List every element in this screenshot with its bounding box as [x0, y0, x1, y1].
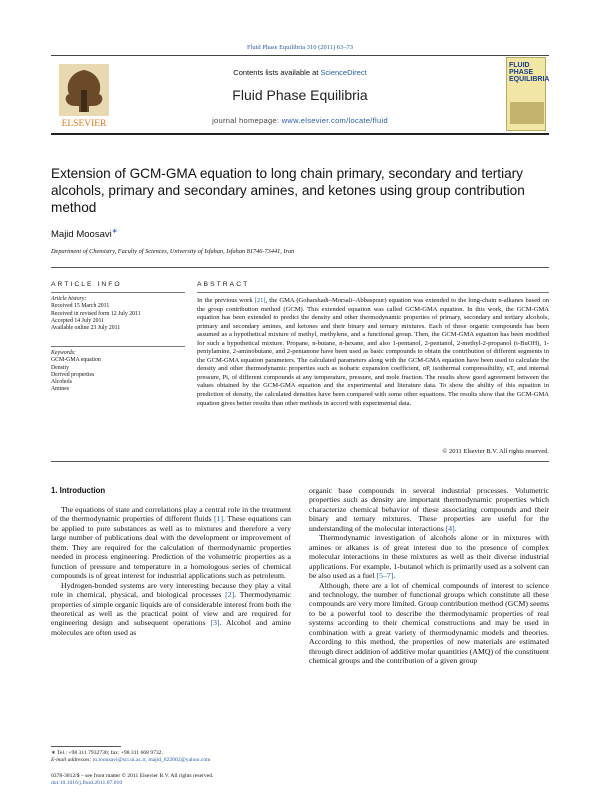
- journal-header: [51, 55, 549, 135]
- copyright-notice: © 2011 Elsevier B.V. All rights reserved.: [442, 448, 549, 455]
- paragraph-text: . These equations can be applied to pure substances as well as to mixtures and therefore a very large number of publications deal with the development or improvement of them. They are required for the calculation of thermodynamic properties needed in process engineering. Prediction of the volumetric properties as a function of pressure and temperature in a homologous series of chemical compounds is of great interest for industrial applications such as petroleum.: [51, 514, 292, 581]
- citation-link[interactable]: [4]: [445, 523, 455, 533]
- abstract-text: , the GMA (Goharshadi–Morsali–Abbaspour) equation was extended to the long-chain n-alkanes based on the group contribution method (GCM). This extended equation was called GCM-GMA equation. In this work, the GCM-GMA equation has been extended to predict the density and other thermodynamic properties of primary, secondary and tertiary alcohols, primary and secondary amines, and ketones and their binary and ternary mixtures. Each of these organic compounds has been assumed as a hypothetical mixture of methyl, methylene, and a functional group. Then, the GCM-GMA equation has been modified for such a hypothetical mixture. Propane, n-butane, n-hexane, and also 1-pentanol, 2-pentanol, 2-methyl-2-propanol (t-BuOH), 1-pentylamine, 2-aminobutane, and 2-pentanone have been used as basic compounds to obtain the contribution of different segments in the GCM-GMA equation parameters. The calculated parameters along with the GCM-GMA equation have been used to calculate the density and other thermodynamic properties such as isobaric expansion coefficient, αP, isothermal compressibility, κT, and internal pressure, Pi, of different compounds at any temperature, pressure, and mole fraction. The results show good agreement between the values obtained by the GCM-GMA equation and the experimental and literature data. To show the ability of this equation in prediction of density, the calculated densities have been compared with some other equations. The results show that the GCM-GMA equation gives better results than other methods in accord with experimental data.: [197, 297, 549, 407]
- paragraph-text: .: [454, 523, 457, 533]
- homepage-link[interactable]: www.elsevier.com/locate/fluid: [281, 116, 388, 125]
- header-top-rule: [51, 55, 549, 56]
- contents-text: Contents lists available at: [233, 68, 321, 77]
- journal-title: Fluid Phase Equilibria: [232, 87, 368, 103]
- keyword-item: Alcohols: [51, 379, 72, 386]
- paragraph-text: .: [393, 571, 396, 581]
- header-bottom-rule: [51, 133, 549, 135]
- paragraph-text: Hydrogen-bonded systems are very interesting because they play a vital role in chemical, physical, and biological processes: [51, 580, 291, 600]
- email-label: E-mail addresses:: [51, 757, 93, 763]
- article-info-rule: [51, 292, 185, 293]
- page-footer: [51, 773, 213, 787]
- history-revised: Received in revised form 12 July 2011: [51, 310, 141, 317]
- paragraph: [309, 533, 549, 580]
- footnote: [51, 750, 211, 764]
- sciencedirect-link[interactable]: ScienceDirect: [320, 68, 367, 77]
- history-rule: [51, 346, 185, 347]
- paragraph-text: . Alcohol and amine molecules are often used as: [51, 618, 291, 637]
- article-info-heading: ARTICLE INFO: [51, 281, 122, 288]
- affiliation: Department of Chemistry, Faculty of Sciences, University of Isfahan, Isfahan 81746-73441, Iran: [51, 248, 295, 255]
- abstract-body: [197, 297, 549, 408]
- cover-title: FLUID PHASE EQUILIBRIA: [509, 62, 550, 83]
- citation-link[interactable]: [1]: [214, 514, 224, 524]
- abstract-heading: ABSTRACT: [197, 281, 250, 288]
- footnote-email-line: [51, 757, 211, 764]
- contents-line: [51, 68, 549, 77]
- paragraph-text: Thermodynamic investigation of alcohols alone or in mixtures with amines or alkanes is of great interest due to the presence of complex molecular interactions in these mixtures as well as their diverse industrial applications. For example, 1-butanol which is primarily used as a solvent can be also used as a fuel: [309, 533, 549, 581]
- keyword-item: GCM-GMA equation: [51, 357, 101, 364]
- abstract-bottom-rule: [51, 461, 549, 462]
- citation-link[interactable]: [3]: [210, 618, 220, 628]
- keyword-item: Derived properties: [51, 371, 95, 378]
- section-heading: 1. Introduction: [51, 486, 106, 495]
- history-accepted: Accepted 14 July 2011: [51, 317, 105, 324]
- paper-title: Extension of GCM-GMA equation to long chain primary, secondary and tertiary alcohols, primary and secondary amines, and ketones using group contribution method: [51, 166, 525, 215]
- history-received: Received 15 March 2011: [51, 303, 110, 310]
- history-label: Article history:: [51, 296, 87, 302]
- journal-reference[interactable]: Fluid Phase Equilibria 310 (2011) 63–73: [246, 44, 354, 51]
- journal-cover-thumbnail: [506, 57, 550, 131]
- history-online: Available online 23 July 2011: [51, 325, 121, 332]
- footnote-contact: ∗ Tel.: +98 311 7932730; fax: +98 311 668 9732.: [51, 750, 163, 756]
- abstract-rule: [197, 292, 549, 293]
- body-column-left: [51, 505, 291, 637]
- affiliation-rule: [51, 267, 549, 268]
- front-matter-line: 0378-3812/$ – see front matter © 2011 Elsevier B.V. All rights reserved.: [51, 773, 214, 779]
- keyword-item: Amines: [51, 386, 70, 393]
- abstract-text: In the previous work: [197, 297, 255, 304]
- paragraph-text: organic base compounds in several industrial processes. Volumetric properties such as density are important thermodynamic properties which characterize chemical behavior of these associating compounds and their binary and ternary mixtures. These properties are useful for the understanding of the molecular interactions: [309, 486, 549, 533]
- corresponding-author-mark[interactable]: ∗: [111, 228, 118, 235]
- footnote-rule: [51, 746, 121, 747]
- elsevier-wordmark: ELSEVIER: [61, 119, 107, 129]
- journal-homepage: [51, 116, 549, 125]
- email-links[interactable]: m.mousavi@sci.ui.ac.ir, majid_822002@yahoo.com: [92, 757, 211, 763]
- keywords: [51, 350, 185, 394]
- homepage-label: journal homepage:: [212, 116, 282, 125]
- body-column-right: [309, 486, 549, 666]
- author-name: Majid Moosavi: [51, 229, 112, 241]
- paragraph: Although, there are a lot of chemical compounds of interest to science and technology, the number of functional groups which constitute all these compounds are very more limited. Group contribution method (GCM) seems to be a powerful tool to describe the thermodynamic properties of real systems according to their chemical constructions and may be used in combination with a great variety of thermodynamic models and theories. According to this method, the properties of new materials are estimated through direct addition of additive molar quantities (AMQ) of the constituent chemical groups and the contribution of a given group: [309, 580, 549, 666]
- doi-link[interactable]: doi:10.1016/j.fluid.2011.07.010: [51, 780, 123, 786]
- cover-band: [510, 102, 544, 124]
- paragraph-text: . Thermodynamic properties of simple organic liquids are of considerable interest from both the theoretical as well as the practical point of view and are required for engineering design and subsequent operations: [51, 590, 291, 628]
- article-history: [51, 296, 185, 332]
- author-line: [51, 227, 118, 240]
- paragraph: [51, 581, 291, 638]
- keywords-label: Keywords:: [51, 350, 76, 356]
- paragraph: [51, 505, 291, 581]
- citation-link[interactable]: [21]: [254, 297, 266, 304]
- paragraph: [309, 486, 549, 533]
- citation-link[interactable]: [2]: [225, 590, 235, 600]
- keyword-item: Density: [51, 364, 70, 371]
- paragraph-text: The equations of state and correlations play a central role in the treatment of the thermodynamic properties of different fluids: [51, 505, 291, 524]
- citation-link[interactable]: [5–7]: [376, 571, 394, 581]
